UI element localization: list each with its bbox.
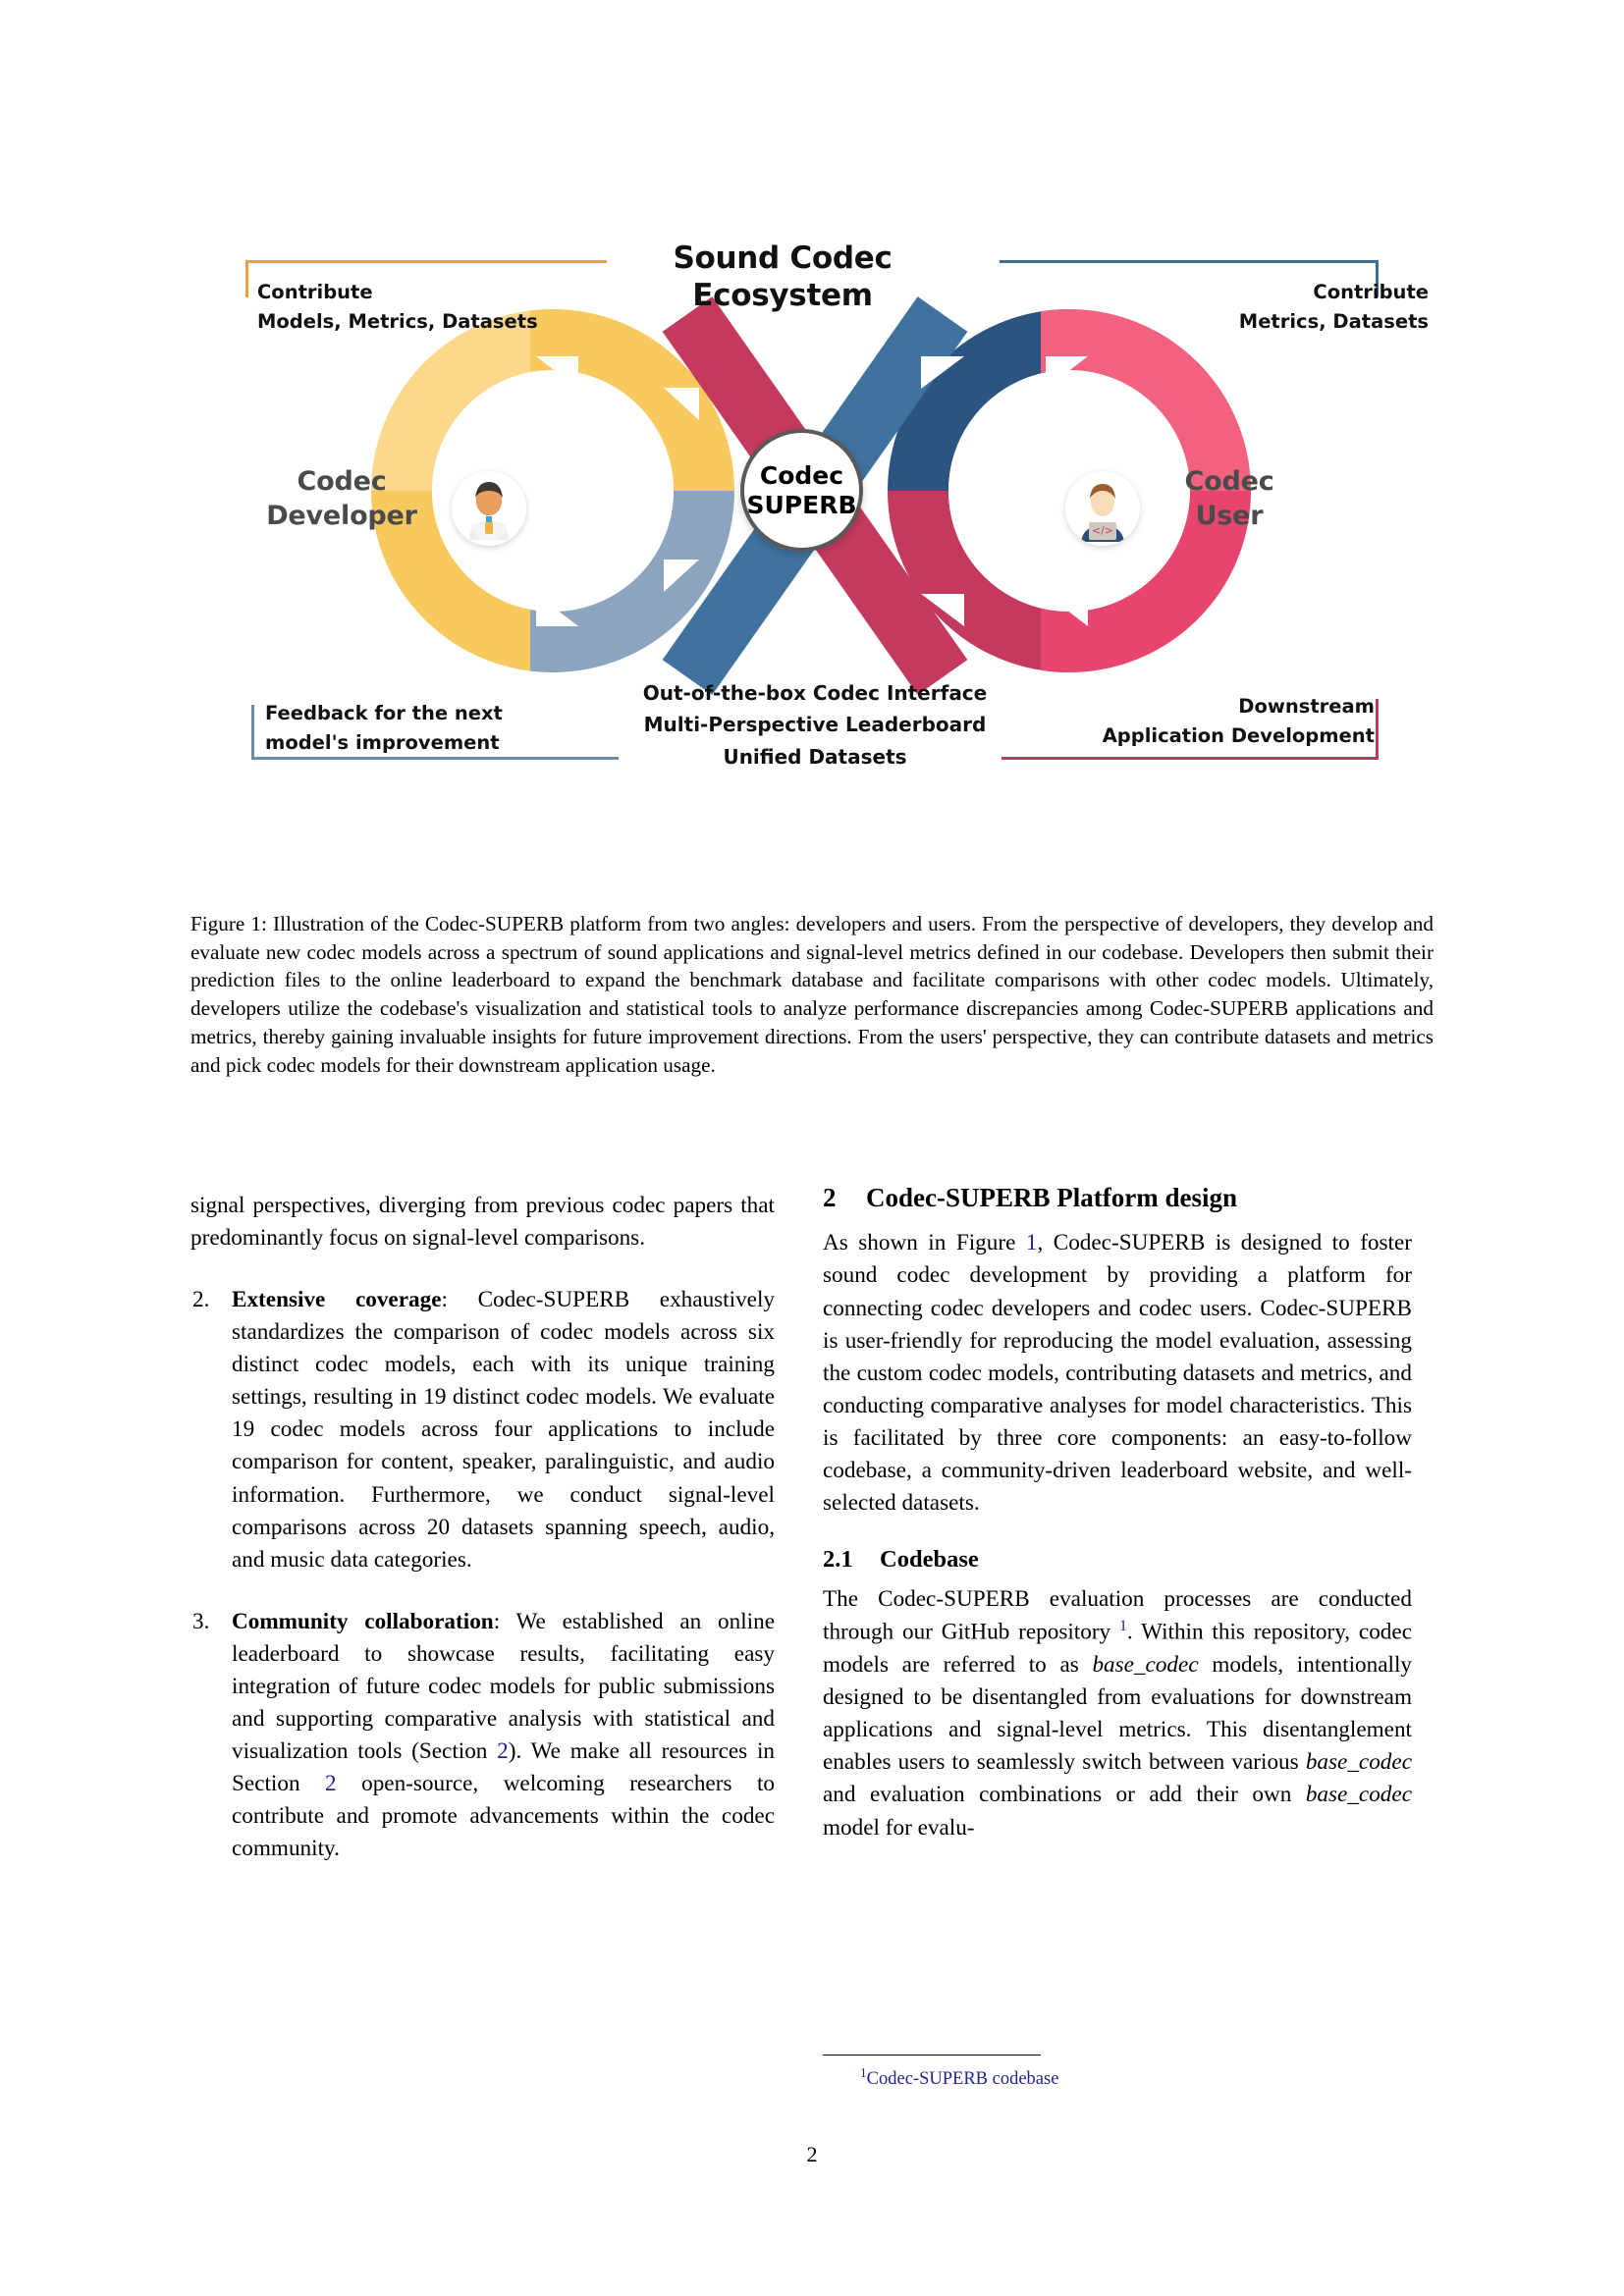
list-item (190, 1284, 775, 1576)
codebase-part1: The Codec-SUPERB evaluation processes are conducted through our GitHub repository (823, 1586, 1412, 1646)
callout-downstream (1041, 692, 1375, 751)
callout-contribute-user (1114, 278, 1429, 337)
figure-title-line1: Sound Codec (673, 240, 893, 276)
list-item-lead: Community collaboration (232, 1608, 494, 1634)
callout-tr-line1: Contribute (1313, 281, 1429, 303)
coder-avatar-icon (1065, 471, 1140, 546)
callout-bl-line2: model's improvement (265, 731, 500, 755)
body-column-right (823, 1182, 1412, 1844)
feature-line2: Multi-Perspective Leaderboard (643, 713, 987, 737)
figure-caption: Figure 1: Illustration of the Codec-SUPERB platform from two angles: developers and users. From the perspective of developers, they develop and evaluate new codec models across a spectrum of sound applications and signal-level metrics defined in our codebase. Developers then submit their prediction files to the online leaderboard to expand the benchmark database and facilitate comparisons with other codec models. Ultimately, developers utilize the codebase's visualization and statistical tools to analyze performance discrepancies among Codec-SUPERB applications and metrics, thereby gaining invaluable insights for future improvement directions. From the users' perspective, they can contribute datasets and metrics and pick codec models for their downstream application usage. (190, 912, 1434, 1077)
figure-1-illustration (0, 0, 1624, 844)
callout-br-line2: Application Development (1102, 724, 1375, 748)
codebase-part5: model for evalu- (823, 1814, 975, 1841)
callout-br-line1: Downstream (1238, 695, 1375, 718)
footnote-link[interactable]: Codec-SUPERB codebase (866, 2069, 1059, 2090)
subsection-number: 2.1 (823, 1545, 853, 1573)
section-number: 2 (823, 1183, 837, 1212)
section-title: Codec-SUPERB Platform design (866, 1183, 1237, 1212)
footnote-mark: 1 (860, 2065, 867, 2080)
scientist-avatar-icon (452, 471, 526, 546)
page-number: 2 (806, 2142, 818, 2166)
feature-line3: Unified Datasets (723, 744, 907, 769)
subsection-title: Codebase (880, 1545, 979, 1573)
figure-title-line2: Ecosystem (692, 278, 873, 314)
list-item-number: 2. (192, 1287, 210, 1313)
role-label-user (1151, 465, 1308, 533)
section-heading-2 (823, 1182, 1412, 1213)
code-term: base_codec (1305, 1749, 1412, 1776)
codec-superb-badge (740, 429, 863, 552)
code-term: base_codec (1092, 1652, 1199, 1679)
feature-line1: Out-of-the-box Codec Interface (642, 681, 988, 705)
platform-features-list (609, 677, 1021, 773)
codebase-part3: models, intentionally designed to be disentangled from evaluations for downstream applications and signal-level metrics. This disentanglement enables users to seamlessly switch between various (823, 1652, 1412, 1776)
intro-part1: As shown in Figure (823, 1230, 1026, 1256)
codebase-part2: . Within this repository, codec models are referred to as (823, 1620, 1412, 1679)
callout-tr-line2: Metrics, Datasets (1238, 310, 1429, 334)
intro-part2: , Codec-SUPERB is designed to foster sound codec development by providing a platform for connecting codec developers and codec users. Codec-SUPERB is user-friendly for reproducing the model evaluation, assessing the custom codec models, contributing datasets and metrics, and conducting comparative analyses for model characteristics. This is facilitated by three core components: an easy-to-follow codebase, a community-driven leaderboard website, and well-selected datasets. (823, 1230, 1413, 1516)
figure-xref-link[interactable]: 1 (1025, 1230, 1038, 1256)
list-item-number: 3. (192, 1608, 210, 1634)
list-item (190, 1606, 775, 1866)
footnote-area (823, 2055, 1412, 2091)
code-term: base_codec (1305, 1782, 1412, 1808)
callout-tl-line2: Models, Metrics, Datasets (257, 310, 538, 334)
list-item-lead: Extensive coverage (232, 1287, 442, 1313)
role-user-line1: Codec (1184, 466, 1274, 497)
list-item-body-part2: ). We make all resources in Section (232, 1737, 775, 1796)
callout-feedback (265, 699, 619, 758)
badge-line1: Codec (759, 460, 844, 490)
footnote-entry (823, 2064, 1412, 2091)
user-avatar-icon (1065, 471, 1140, 546)
role-developer-line2: Developer (266, 500, 417, 531)
paragraph-continued: signal perspectives, diverging from previous codec papers that predominantly focus on signal-level comparisons. (190, 1193, 775, 1252)
role-user-line2: User (1195, 500, 1264, 531)
paragraph-platform-intro (823, 1227, 1412, 1520)
section-xref-link[interactable]: 2 (497, 1737, 509, 1764)
role-developer-line1: Codec (297, 466, 387, 497)
body-column-left (190, 1190, 775, 1865)
svg-text:</>: </> (1091, 524, 1114, 537)
section-xref-link[interactable]: 2 (325, 1771, 337, 1796)
list-item-body-part3: open-source, welcoming researchers to contribute and promote advancements within the codec community. (232, 1771, 775, 1862)
footnote-reference-link[interactable]: 1 (1119, 1618, 1127, 1635)
callout-contribute-developer (257, 278, 630, 337)
developer-avatar-icon (452, 471, 526, 546)
paragraph-codebase (823, 1583, 1412, 1843)
callout-tl-line1: Contribute (257, 281, 373, 303)
list-item-body-part1: : We established an online leaderboard to showcase results, facilitating easy integration of future codec models for public submissions and supporting comparative analysis with statistical and visualization tools (Section (232, 1608, 775, 1764)
subsection-heading-2-1 (823, 1545, 1412, 1574)
role-label-developer (253, 465, 430, 533)
footnote-rule (823, 2055, 1041, 2056)
list-item-body: : Codec-SUPERB exhaustively standardizes the comparison of codec models across six distinct codec models, each with its unique training settings, resulting in 19 distinct codec models. We evaluate 19 codec models across four applications to include comparison for content, speaker, paralinguistic, and audio information. Furthermore, we conduct signal-level comparisons across 20 datasets spanning speech, audio, and music data categories. (232, 1287, 775, 1573)
callout-bl-line1: Feedback for the next (265, 702, 503, 724)
badge-line2: SUPERB (746, 490, 857, 519)
figure-title (596, 240, 969, 315)
codebase-part4: and evaluation combinations or add their own (823, 1782, 1306, 1808)
